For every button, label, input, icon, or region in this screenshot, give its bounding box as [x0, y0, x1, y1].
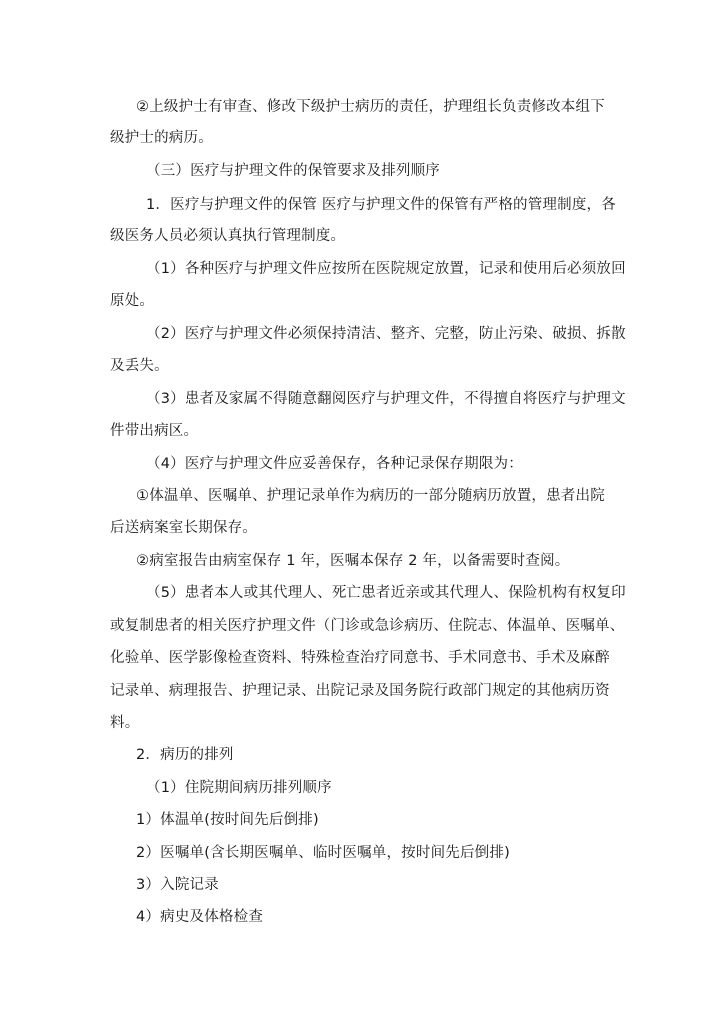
paragraph-line: 料。 [110, 715, 140, 731]
paragraph-line: 级医务人员必须认真执行管理制度。 [110, 228, 346, 244]
section-heading: （三）医疗与护理文件的保管要求及排列顺序 [146, 163, 440, 179]
list-item: ②病室报告由病室保存 1 年，医嘱本保存 2 年，以备需要时查阅。 [136, 553, 570, 569]
subsection-heading: 2．病历的排列 [136, 747, 234, 763]
paragraph-line: 化验单、医学影像检查资料、特殊检查治疗同意书、手术同意书、手术及麻醉 [110, 650, 610, 666]
list-item: （1）住院期间病历排列顺序 [146, 780, 332, 796]
list-item: 3）入院记录 [136, 877, 219, 893]
paragraph-line: 级护士的病历。 [110, 130, 213, 146]
list-item: 1）体温单(按时间先后倒排) [136, 812, 319, 828]
paragraph-line: 后送病案室长期保存。 [110, 520, 257, 536]
paragraph-line: ②上级护士有审查、修改下级护士病历的责任，护理组长负责修改本组下 [136, 99, 605, 115]
list-item: （2）医疗与护理文件必须保持清洁、整齐、完整，防止污染、破损、拆散 [146, 326, 626, 342]
list-item: 2）医嘱单(含长期医嘱单、临时医嘱单，按时间先后倒排) [136, 845, 510, 861]
list-item: （1）各种医疗与护理文件应按所在医院规定放置，记录和使用后必须放回 [146, 261, 626, 277]
paragraph-line: 及丢失。 [110, 358, 169, 374]
paragraph-line: 记录单、病理报告、护理记录、出院记录及国务院行政部门规定的其他病历资 [110, 683, 610, 699]
subsection-heading: 1．医疗与护理文件的保管 医疗与护理文件的保管有严格的管理制度，各 [146, 197, 616, 213]
list-item: （4）医疗与护理文件应妥善保存，各种记录保存期限为： [146, 456, 523, 472]
paragraph-line: 件带出病区。 [110, 423, 199, 439]
list-item: ①体温单、医嘱单、护理记录单作为病历的一部分随病历放置，患者出院 [136, 488, 605, 504]
paragraph-line: 原处。 [110, 293, 155, 309]
paragraph-line: 或复制患者的相关医疗护理文件（门诊或急诊病历、住院志、体温单、医嘱单、 [110, 618, 625, 634]
list-item: （3）患者及家属不得随意翻阅医疗与护理文件，不得擅自将医疗与护理文 [146, 391, 626, 407]
list-item: 4）病史及体格检查 [136, 909, 264, 925]
list-item: （5）患者本人或其代理人、死亡患者近亲或其代理人、保险机构有权复印 [146, 585, 626, 601]
